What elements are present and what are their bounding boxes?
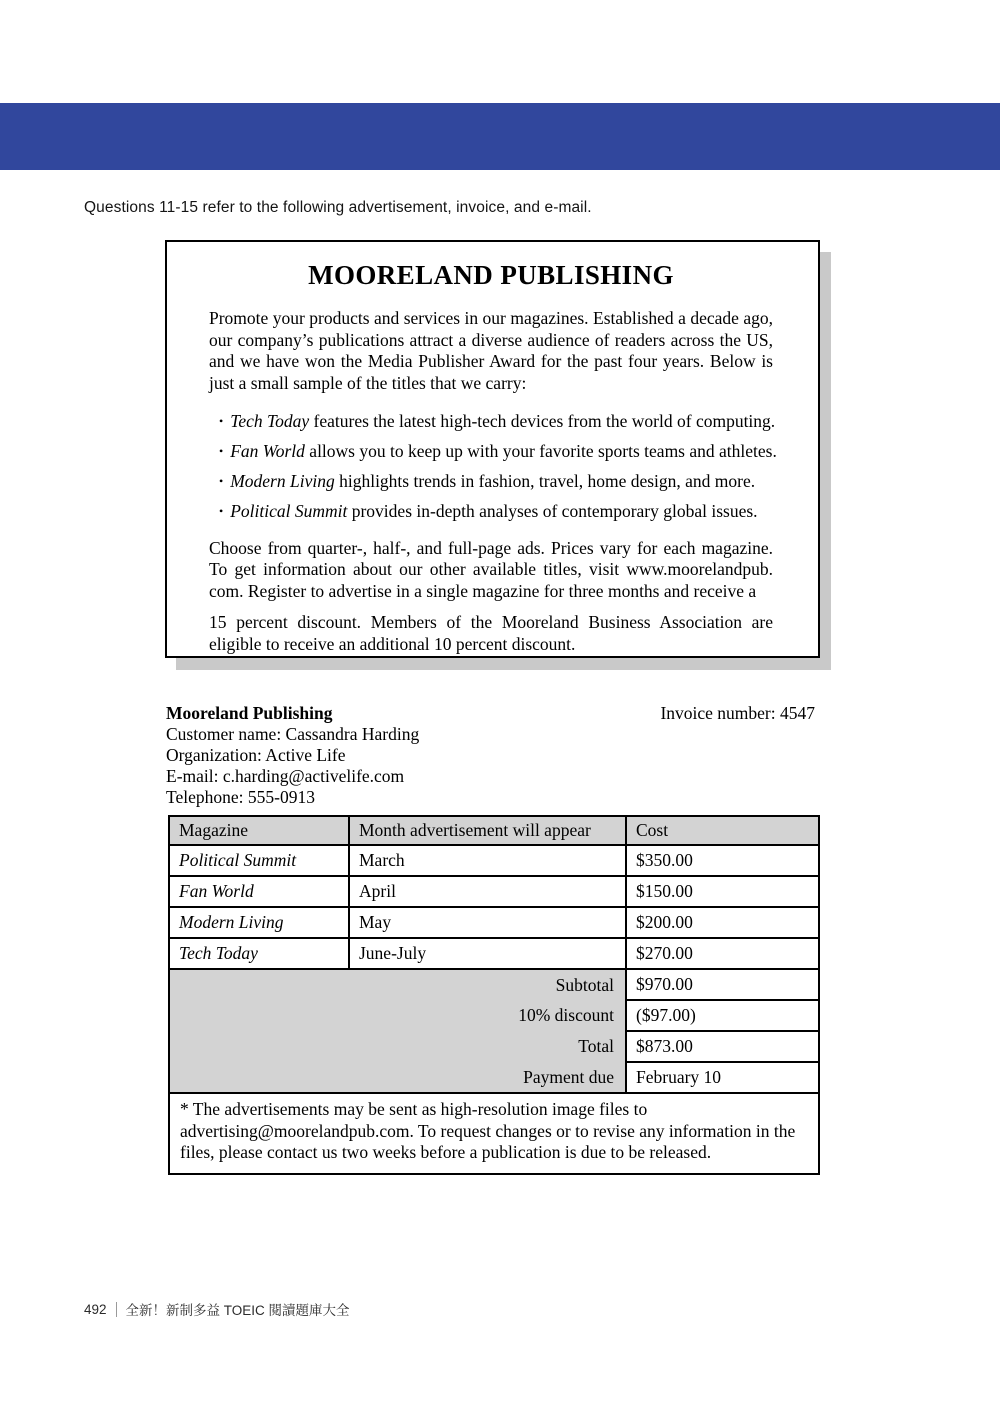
invoice-number: Invoice number: 4547 bbox=[660, 703, 815, 723]
summary-label: 10% discount bbox=[169, 1000, 626, 1031]
magazine-name: Political Summit bbox=[230, 501, 348, 521]
invoice-customer-name: Customer name: Cassandra Harding bbox=[166, 724, 420, 744]
table-header-row bbox=[169, 816, 819, 845]
magazine-name: Modern Living bbox=[230, 471, 335, 491]
magazine-name: Tech Today bbox=[230, 411, 310, 431]
cell-month: March bbox=[349, 845, 626, 876]
advertisement-paragraph-1: Promote your products and services in our magazines. Established a decade ago, our company’s publications attract a diverse audience of readers across the US, and we have won the Media Publisher Award for the past four years. Below is just a small sample of the titles that we carry: bbox=[209, 308, 773, 393]
summary-row-payment-due bbox=[169, 1062, 819, 1093]
invoice-organization: Organization: Active Life bbox=[166, 745, 346, 765]
table-row bbox=[169, 938, 819, 969]
summary-value: $970.00 bbox=[626, 969, 819, 1000]
column-header-cost: Cost bbox=[626, 816, 819, 845]
advertisement-paragraph-2: Choose from quarter-, half-, and full-page ads. Prices vary for each magazine. To get information about our other available titles, visit www.moorelandpub. com. Register to advertise in a single magazine for three months and receive a bbox=[209, 537, 773, 601]
bullet-dot-icon: • bbox=[219, 474, 224, 488]
bullet-dot-icon: • bbox=[219, 504, 224, 518]
top-banner bbox=[0, 103, 1000, 170]
column-header-magazine: Magazine bbox=[169, 816, 349, 845]
bullet-text: features the latest high-tech devices from the world of computing. bbox=[309, 411, 776, 431]
summary-row-subtotal bbox=[169, 969, 819, 1000]
page-number: 492 bbox=[84, 1301, 107, 1317]
invoice-telephone: Telephone: 555-0913 bbox=[166, 787, 315, 807]
summary-row-discount bbox=[169, 1000, 819, 1031]
magazine-bullet-list bbox=[209, 411, 777, 523]
summary-value: $873.00 bbox=[626, 1031, 819, 1062]
advertisement-title: MOORELAND PUBLISHING bbox=[308, 260, 674, 290]
advertisement-paragraph-3: 15 percent discount. Members of the Mooreland Business Association are eligible to receive an additional 10 percent discount. bbox=[209, 612, 773, 654]
cell-month: April bbox=[349, 876, 626, 907]
bullet-dot-icon: • bbox=[219, 414, 224, 428]
table-row bbox=[169, 876, 819, 907]
cell-month: May bbox=[349, 907, 626, 938]
advertisement-box bbox=[165, 240, 820, 658]
footer-divider bbox=[116, 1302, 117, 1317]
summary-label: Payment due bbox=[169, 1062, 626, 1093]
cell-cost: $270.00 bbox=[626, 938, 819, 969]
bullet-text: highlights trends in fashion, travel, home design, and more. bbox=[334, 471, 756, 491]
invoice-table bbox=[168, 815, 820, 1175]
cell-cost: $200.00 bbox=[626, 907, 819, 938]
bullet-fan-world bbox=[209, 441, 777, 463]
bullet-text: allows you to keep up with your favorite sports teams and athletes. bbox=[304, 441, 777, 461]
page-footer bbox=[84, 1299, 350, 1319]
cell-cost: $350.00 bbox=[626, 845, 819, 876]
cell-month: June-July bbox=[349, 938, 626, 969]
cell-magazine: Tech Today bbox=[169, 938, 349, 969]
bullet-political-summit bbox=[209, 501, 773, 523]
cell-magazine: Fan World bbox=[169, 876, 349, 907]
cell-cost: $150.00 bbox=[626, 876, 819, 907]
magazine-name: Fan World bbox=[230, 441, 305, 461]
cell-magazine: Political Summit bbox=[169, 845, 349, 876]
bullet-modern-living bbox=[209, 471, 773, 493]
invoice-header bbox=[166, 703, 818, 808]
summary-label: Subtotal bbox=[169, 969, 626, 1000]
summary-label: Total bbox=[169, 1031, 626, 1062]
table-row bbox=[169, 907, 819, 938]
invoice-company-name: Mooreland Publishing bbox=[166, 703, 333, 723]
cell-magazine: Modern Living bbox=[169, 907, 349, 938]
summary-row-total bbox=[169, 1031, 819, 1062]
invoice-email: E-mail: c.harding@activelife.com bbox=[166, 766, 405, 786]
bullet-tech-today bbox=[209, 411, 776, 433]
book-title: 全新！新制多益 TOEIC 閱讀題庫大全 bbox=[125, 1303, 350, 1318]
bullet-dot-icon: • bbox=[219, 444, 224, 458]
bullet-text: provides in-depth analyses of contemporary global issues. bbox=[347, 501, 758, 521]
summary-value: ($97.00) bbox=[626, 1000, 819, 1031]
column-header-month: Month advertisement will appear bbox=[349, 816, 626, 845]
table-row bbox=[169, 845, 819, 876]
footnote-row bbox=[169, 1093, 819, 1174]
question-intro-text: Questions 11-15 refer to the following advertisement, invoice, and e-mail. bbox=[84, 199, 592, 216]
summary-value: February 10 bbox=[626, 1062, 819, 1093]
invoice-footnote: * The advertisements may be sent as high-resolution image files to advertising@moorelandpub.com. To request changes or to revise any information in the files, please contact us two weeks before a publication is due to be released. bbox=[169, 1093, 819, 1174]
